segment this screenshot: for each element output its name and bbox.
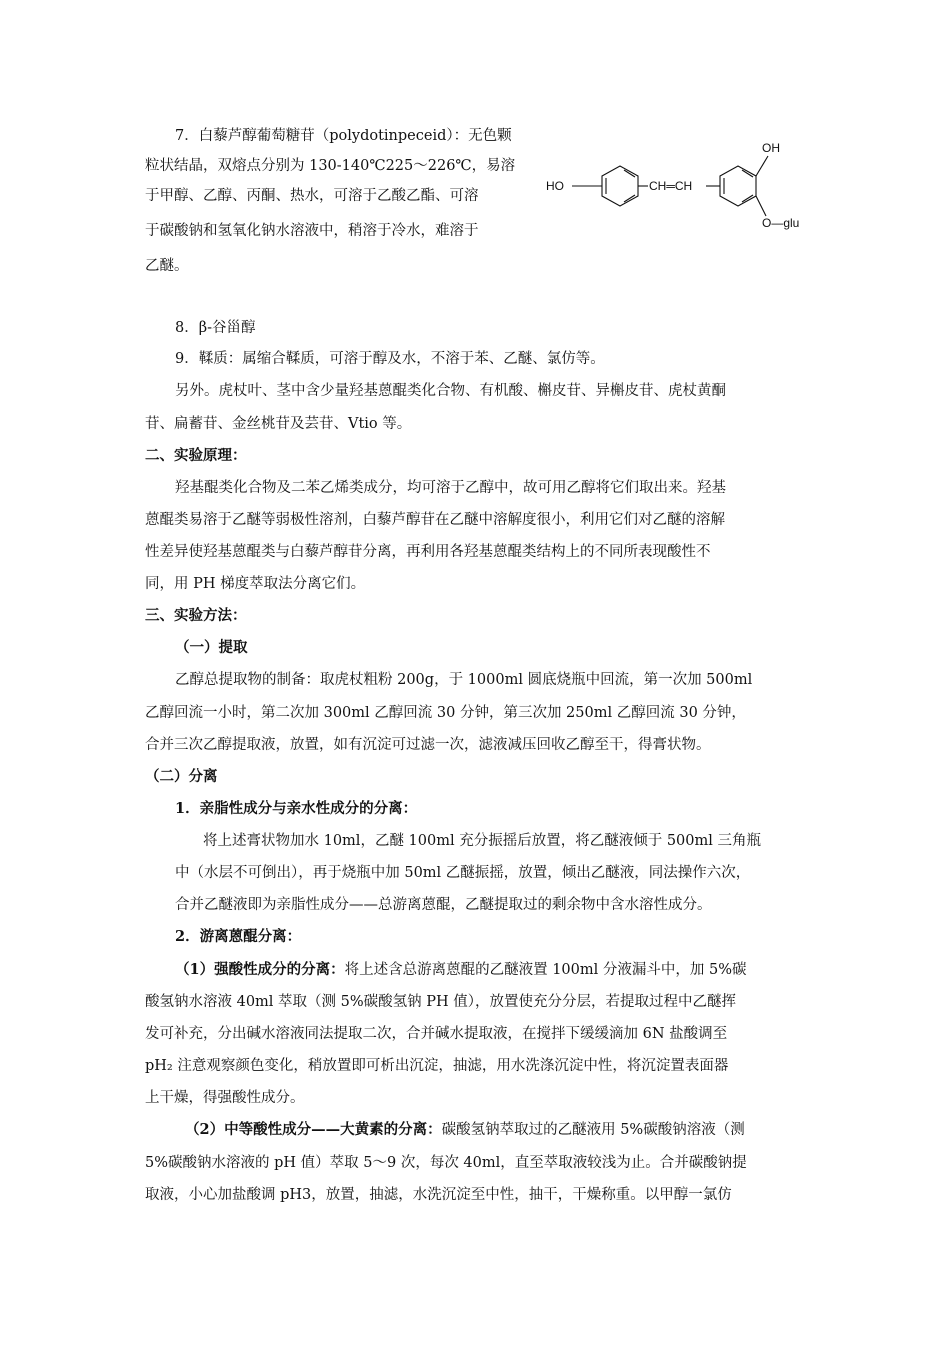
p3-line2: 酸氢钠水溶液 40ml 萃取（测 5%碳酸氢钠 PH 值），放置使充分分层，若提取过程中乙醚挥 — [145, 994, 737, 1010]
other-line1: 另外。虎杖叶、茎中含少量羟基蒽醌类化合物、有机酸、槲皮苷、异槲皮苷、虎杖黄酮 — [175, 383, 726, 399]
p3-line4: pH₂ 注意观察颜色变化，稍放置即可析出沉淀，抽滤，用水洗涤沉淀中性，将沉淀置表面器 — [145, 1058, 729, 1074]
p4-line2: 5%碳酸钠水溶液的 pH 值）萃取 5～9 次，每次 40ml，直至萃取液较浅为止。合并碳酸钠提 — [145, 1155, 747, 1171]
h1-title: 1．亲脂性成分与亲水性成分的分离： — [175, 800, 418, 817]
p1-line1: 乙醇总提取物的制备：取虎杖粗粉 200g，于 1000ml 圆底烧瓶中回流，第一次加 500ml — [175, 672, 753, 688]
item7-line1: 7．白藜芦醇葡萄糖苷（polydotinpeceid）：无色颗 — [175, 128, 512, 144]
p4-line1 — [185, 1120, 745, 1140]
p2-line3: 合并乙醚液即为亲脂性成分——总游离蒽醌，乙醚提取过的剩余物中含水溶性成分。 — [175, 897, 712, 913]
sub2-title: （二）分离 — [145, 768, 218, 785]
p1-line2: 乙醇回流一小时，第二次加 300ml 乙醇回流 30 分钟，第三次加 250ml 乙醇回流 30 分钟， — [145, 705, 746, 721]
sec2-line2: 蒽醌类易溶于乙醚等弱极性溶剂，白藜芦醇苷在乙醚中溶解度很小，利用它们对乙醚的溶解 — [145, 512, 725, 528]
p3-line5: 上干燥，得强酸性成分。 — [145, 1090, 305, 1106]
ho-label: HO — [546, 179, 564, 193]
item8: 8．β-谷甾醇 — [175, 320, 256, 336]
sec2-line4: 同，用 PH 梯度萃取法分离它们。 — [145, 576, 366, 592]
item7-line3: 于甲醇、乙醇、丙酮、热水，可溶于乙酸乙酯、可溶 — [145, 188, 479, 204]
p4-line3: 取液，小心加盐酸调 pH3，放置，抽滤，水洗沉淀至中性，抽干，干燥称重。以甲醇一氯仿 — [145, 1187, 732, 1203]
sec2-line1: 羟基醌类化合物及二苯乙烯类成分，均可溶于乙醇中，故可用乙醇将它们取出来。羟基 — [175, 480, 726, 496]
item9: 9．鞣质：属缩合鞣质，可溶于醇及水，不溶于苯、乙醚、氯仿等。 — [175, 351, 605, 367]
p3-heading: （1）强酸性成分的分离： — [175, 961, 345, 978]
p3-line1 — [175, 960, 747, 980]
sec2-line3: 性差异使羟基蒽醌类与白藜芦醇苷分离，再利用各羟基蒽醌类结构上的不同所表现酸性不 — [145, 544, 711, 560]
h2-title: 2．游离蒽醌分离： — [175, 928, 302, 945]
p2-line1: 将上述膏状物加水 10ml，乙醚 100ml 充分振摇后放置，将乙醚液倾于 500ml 三角瓶 — [203, 833, 762, 849]
p1-line3: 合并三次乙醇提取液，放置，如有沉淀可过滤一次，滤液减压回收乙醇至干，得膏状物。 — [145, 737, 711, 753]
item7-line4: 于碳酸钠和氢氧化钠水溶液中，稍溶于冷水，难溶于 — [145, 223, 479, 239]
other-line2: 苷、扁蓄苷、金丝桃苷及芸苷、Vtio 等。 — [145, 416, 412, 432]
chemical-structure — [540, 120, 840, 240]
section3-title: 三、实验方法： — [145, 607, 247, 624]
sub1-title: （一）提取 — [175, 639, 248, 656]
oglu-label: O—glu — [762, 216, 800, 230]
item7-line5: 乙醚。 — [145, 258, 189, 274]
p4-text1: 碳酸氢钠萃取过的乙醚液用 5%碳酸钠溶液（测 — [441, 1122, 745, 1138]
section2-title: 二、实验原理： — [145, 447, 247, 464]
chch-label: CH═CH — [649, 179, 693, 193]
p3-line3: 发可补充，分出碱水溶液同法提取二次，合并碱水提取液，在搅拌下缓缓滴加 6N 盐酸调至 — [145, 1026, 728, 1042]
oh-label: OH — [762, 141, 780, 155]
p2-line2: 中（水层不可倒出），再于烧瓶中加 50ml 乙醚振摇，放置，倾出乙醚液，同法操作六次， — [175, 865, 751, 881]
p3-text1: 将上述含总游离蒽醌的乙醚液置 100ml 分液漏斗中，加 5%碳 — [344, 962, 747, 978]
item7-line2: 粒状结晶，双熔点分别为 130-140℃225～226℃，易溶 — [145, 158, 516, 174]
p4-heading: （2）中等酸性成分——大黄素的分离： — [185, 1121, 442, 1138]
